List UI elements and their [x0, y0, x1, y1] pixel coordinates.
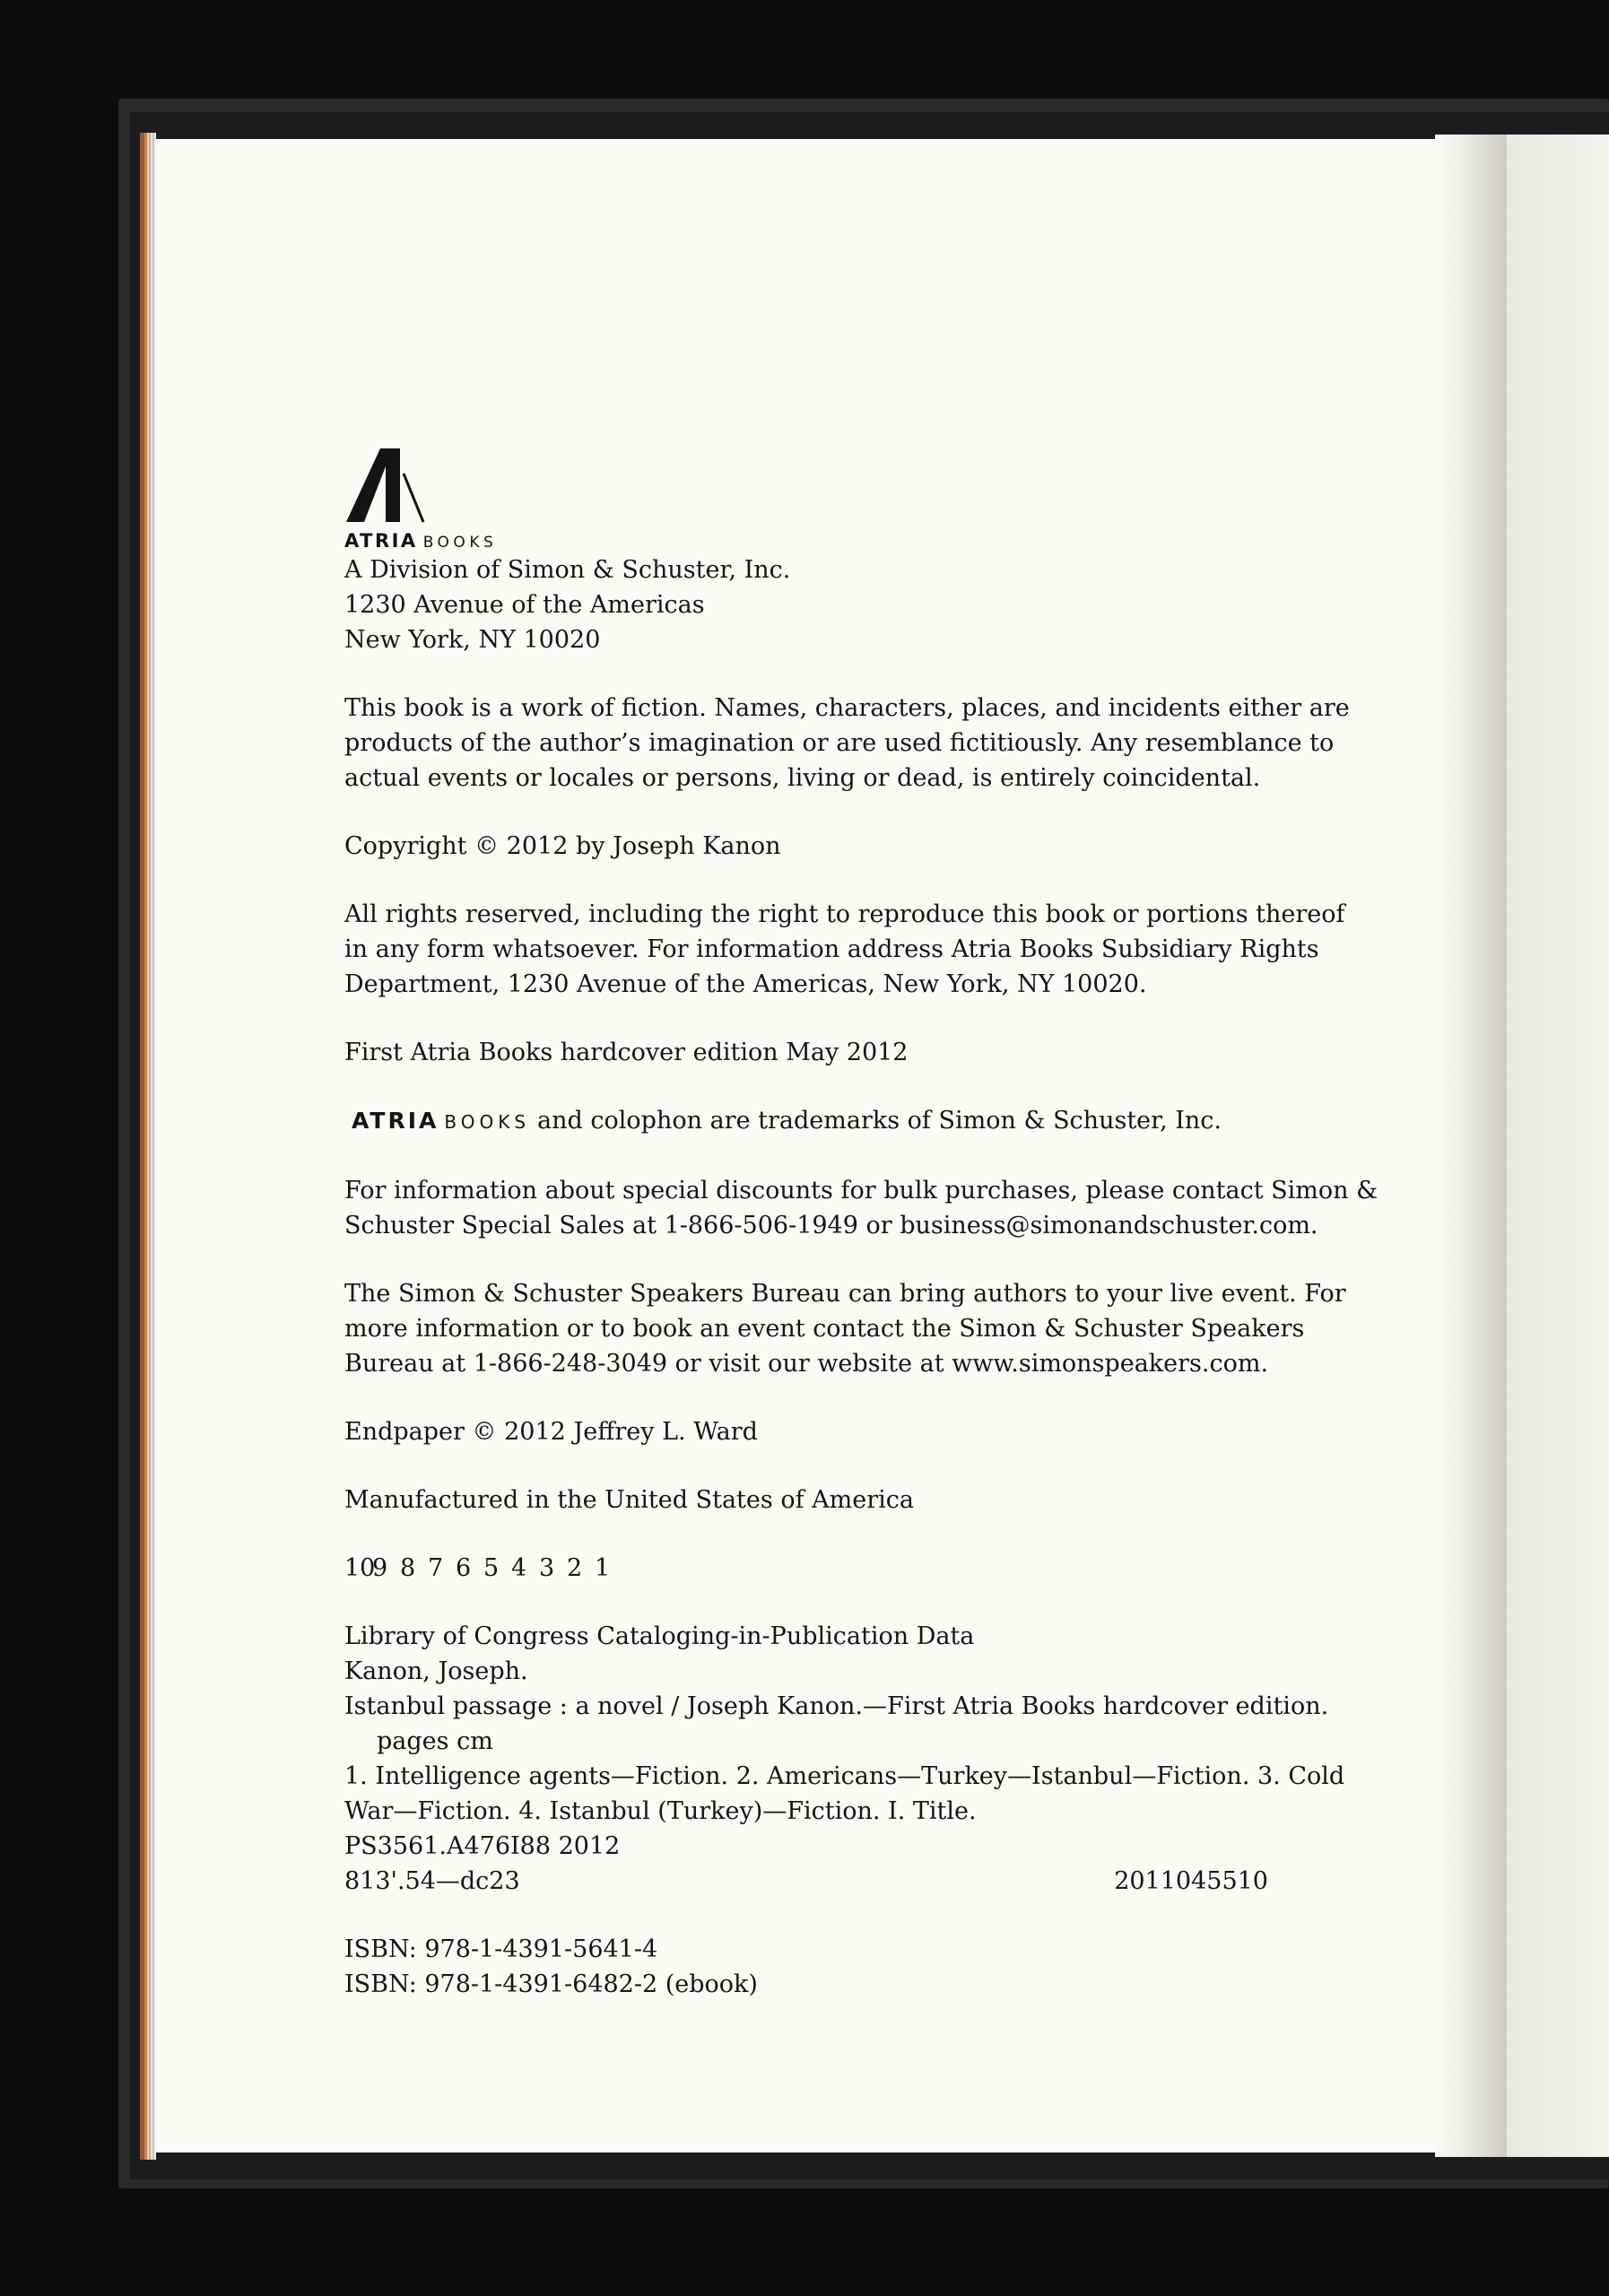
cip-subjects: War—Fiction. 4. Istanbul (Turkey)—Fiction. I. Title. — [344, 1797, 977, 1825]
endpaper-credit — [344, 1414, 1313, 1449]
cip-data — [344, 1619, 1345, 1899]
edition-statement — [344, 1035, 1313, 1070]
cip-subjects: 1. Intelligence agents—Fiction. 2. Americans—Turkey—Istanbul—Fiction. 3. Cold — [344, 1762, 1345, 1790]
wordmark-books: BOOKS — [422, 534, 498, 552]
cip-heading: Library of Congress Cataloging-in-Publication Data — [344, 1622, 975, 1650]
printing-number: 7 — [428, 1554, 444, 1582]
speakers-line: Bureau at 1-866-248-3049 or visit our website at www.simonspeakers.com. — [344, 1350, 1269, 1378]
disclaimer-line: products of the author’s imagination or are used fictitiously. Any resemblance to — [344, 729, 1335, 757]
rights-line: Department, 1230 Avenue of the Americas, New York, NY 10020. — [344, 970, 1147, 998]
wordmark-atria: ATRIA — [344, 530, 418, 552]
cip-pages: pages cm — [377, 1727, 493, 1755]
printing-number: 4 — [511, 1554, 527, 1582]
address-line: A Division of Simon & Schuster, Inc. — [344, 556, 791, 584]
publisher-wordmark — [344, 527, 1313, 552]
trademark-statement — [344, 1103, 1313, 1140]
copyright-line: Copyright © 2012 by Joseph Kanon — [344, 832, 781, 860]
gutter-shadow — [1435, 135, 1507, 2157]
atria-logo-icon — [344, 447, 425, 524]
address-line: 1230 Avenue of the Americas — [344, 591, 705, 619]
printing-number: 2 — [567, 1554, 583, 1582]
publisher-logo — [344, 447, 1313, 552]
trademark-text: and colophon are trademarks of Simon & Schuster, Inc. — [537, 1107, 1222, 1135]
manufacturing-statement — [344, 1483, 1313, 1518]
printing-number: 5 — [483, 1554, 500, 1582]
fiction-disclaimer — [344, 691, 1350, 796]
manufactured-line: Manufactured in the United States of America — [344, 1486, 914, 1514]
edition-line: First Atria Books hardcover edition May 2012 — [344, 1039, 909, 1066]
special-sales-line: For information about special discounts for bulk purchases, please contact Simon & — [344, 1177, 1379, 1205]
copyright-page-text — [344, 447, 1379, 2002]
copyright-notice — [344, 829, 1313, 864]
disclaimer-line: actual events or locales or persons, living or dead, is entirely coincidental. — [344, 764, 1261, 792]
printing-number: 8 — [400, 1554, 416, 1582]
speakers-line: more information or to book an event contact the Simon & Schuster Speakers — [344, 1315, 1305, 1343]
speakers-line: The Simon & Schuster Speakers Bureau can bring authors to your live event. For — [344, 1280, 1346, 1308]
cip-lccn: 2011045510 — [1114, 1867, 1268, 1895]
page-edges — [140, 133, 156, 2160]
printing-number: 3 — [539, 1554, 555, 1582]
special-sales-info — [344, 1173, 1379, 1243]
rights-line: in any form whatsoever. For information address Atria Books Subsidiary Rights — [344, 935, 1319, 963]
endpaper-line: Endpaper © 2012 Jeffrey L. Ward — [344, 1418, 758, 1446]
printing-number: 9 — [372, 1554, 388, 1582]
cip-call-number: PS3561.A476I88 2012 — [344, 1832, 621, 1860]
cip-classification-row — [344, 1864, 1268, 1899]
publisher-address — [344, 552, 1313, 657]
trademark-books: BOOKS — [444, 1111, 531, 1133]
speakers-bureau-info — [344, 1276, 1346, 1381]
isbn-block — [344, 1932, 1313, 2002]
special-sales-line: Schuster Special Sales at 1-866-506-1949 or business@simonandschuster.com. — [344, 1212, 1318, 1239]
printing-line — [344, 1551, 1313, 1586]
isbn-line: ISBN: 978-1-4391-5641-4 — [344, 1935, 658, 1963]
disclaimer-line: This book is a work of fiction. Names, characters, places, and incidents either are — [344, 694, 1350, 722]
isbn-line: ISBN: 978-1-4391-6482-2 (ebook) — [344, 1970, 758, 1998]
printing-number: 10 — [344, 1554, 376, 1582]
cip-author: Kanon, Joseph. — [344, 1657, 528, 1685]
rights-statement — [344, 897, 1345, 1002]
printing-number: 6 — [456, 1554, 472, 1582]
cip-title: Istanbul passage : a novel / Joseph Kanon.—First Atria Books hardcover edition. — [344, 1692, 1329, 1720]
rights-line: All rights reserved, including the right to reproduce this book or portions thereof — [344, 900, 1345, 928]
cip-classification: 813'.54—dc23 — [344, 1867, 520, 1895]
trademark-atria: ATRIA — [352, 1108, 439, 1134]
address-line: New York, NY 10020 — [344, 626, 601, 654]
printing-number: 1 — [595, 1554, 611, 1582]
